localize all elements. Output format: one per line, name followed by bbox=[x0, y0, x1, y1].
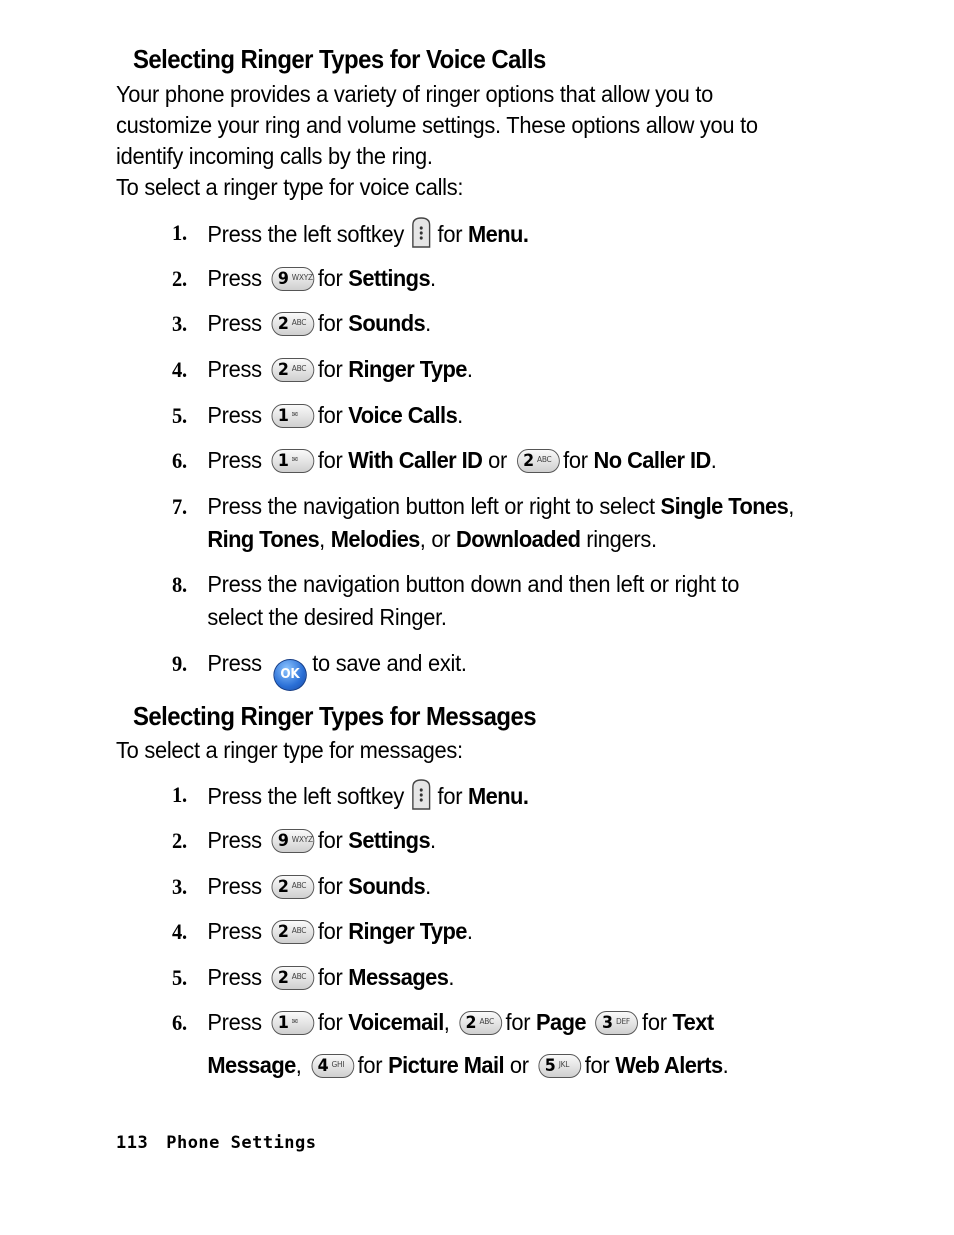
step-text: Press 9 WXYZ for Settings. bbox=[207, 265, 436, 291]
step-text: Press the navigation button left or right to select Single Tones, Ring Tones, Melodies, or Downloaded ringers. bbox=[207, 493, 795, 552]
messages-lead: To select a ringer type for messages: bbox=[116, 737, 463, 763]
step-text: Press 2 ABC for Sounds. bbox=[207, 310, 431, 336]
step-text: Press the left softkey for Menu. bbox=[207, 778, 802, 813]
key-1-icon: 1 ✉ bbox=[271, 449, 314, 473]
step-text: Press 2 ABC for Ringer Type. bbox=[207, 356, 473, 382]
key-9-icon: 9 WXYZ bbox=[271, 829, 314, 853]
step-number: 4. bbox=[172, 919, 187, 944]
step-number: 5. bbox=[172, 965, 187, 990]
section-heading-voice-calls: Selecting Ringer Types for Voice Calls bbox=[133, 44, 546, 74]
left-softkey-icon bbox=[409, 216, 433, 248]
intro-line: customize your ring and volume settings. These options allow you to bbox=[116, 112, 758, 138]
step-number: 5. bbox=[172, 403, 187, 428]
key-1-icon: 1 ✉ bbox=[271, 1011, 314, 1035]
intro-paragraph bbox=[116, 79, 823, 203]
step-number: 1. bbox=[172, 220, 187, 245]
ok-key-icon: OK bbox=[273, 659, 306, 691]
intro-line: identify incoming calls by the ring. bbox=[116, 143, 433, 169]
page-footer bbox=[116, 1133, 335, 1153]
key-4-icon: 4 GHI bbox=[311, 1054, 354, 1078]
step-text: Press 1 ✉ for With Caller ID or 2 ABC for No Caller ID. bbox=[207, 447, 717, 473]
left-softkey-icon bbox=[409, 778, 433, 810]
footer-section-title: Phone Settings bbox=[166, 1133, 317, 1153]
intro-line: Your phone provides a variety of ringer options that allow you to bbox=[116, 81, 714, 107]
key-2-icon: 2 ABC bbox=[459, 1011, 502, 1035]
key-2-icon: 2 ABC bbox=[271, 312, 314, 336]
key-1-icon: 1 ✉ bbox=[271, 404, 314, 428]
voice-calls-lead: To select a ringer type for voice calls: bbox=[116, 174, 464, 200]
step-text: Press 9 WXYZ for Settings. bbox=[207, 827, 436, 853]
step-number: 2. bbox=[172, 828, 187, 853]
step-number: 3. bbox=[172, 311, 187, 336]
step-number: 9. bbox=[172, 651, 187, 676]
step-text: Press 2 ABC for Messages. bbox=[207, 964, 455, 990]
page-number: 113 bbox=[116, 1133, 149, 1153]
key-3-icon: 3 DEF bbox=[596, 1011, 639, 1035]
step-text: Press 2 ABC for Sounds. bbox=[207, 873, 431, 899]
step-number: 2. bbox=[172, 266, 187, 291]
step-number: 7. bbox=[172, 494, 187, 519]
key-2-icon: 2 ABC bbox=[271, 920, 314, 944]
step-text: Press 2 ABC for Ringer Type. bbox=[207, 918, 473, 944]
key-9-icon: 9 WXYZ bbox=[271, 267, 314, 291]
key-2-icon: 2 ABC bbox=[271, 966, 314, 990]
section-heading-messages: Selecting Ringer Types for Messages bbox=[133, 701, 536, 731]
step-number: 3. bbox=[172, 874, 187, 899]
key-2-icon: 2 ABC bbox=[271, 875, 314, 899]
key-2-icon: 2 ABC bbox=[271, 358, 314, 382]
step-number: 1. bbox=[172, 782, 187, 807]
step-text: Press the navigation button down and then left or right to select the desired Ringer. bbox=[207, 571, 740, 630]
step-number: 6. bbox=[172, 1010, 187, 1035]
step-text: Press 1 ✉ for Voice Calls. bbox=[207, 402, 463, 428]
key-2-icon: 2 ABC bbox=[517, 449, 560, 473]
step-text: Press OK to save and exit. bbox=[207, 647, 802, 691]
step-number: 6. bbox=[172, 448, 187, 473]
key-5-icon: 5 JKL bbox=[538, 1054, 581, 1078]
step-text: Press the left softkey for Menu. bbox=[207, 216, 802, 251]
step-number: 4. bbox=[172, 357, 187, 382]
step-number: 8. bbox=[172, 572, 187, 597]
step-text: Press 1 ✉ for Voicemail, 2 ABC for Page 3 DEF for Text Message, 4 GHI for Picture Mail or 5 JKL for Web Alerts. bbox=[207, 1009, 729, 1078]
